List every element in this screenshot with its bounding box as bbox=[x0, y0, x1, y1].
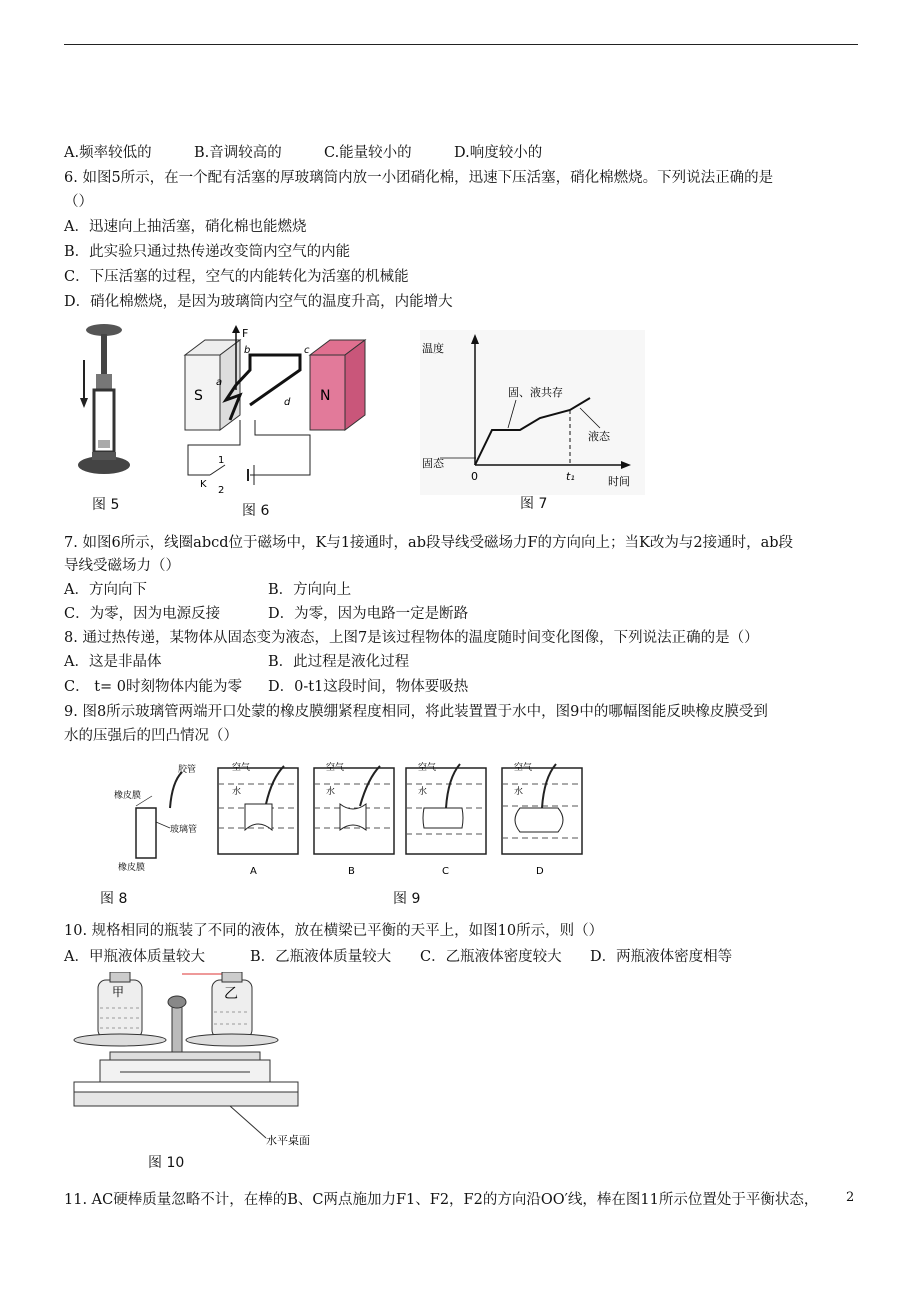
q8-option-d: D．0-t1这段时间，物体要吸热 bbox=[268, 679, 469, 695]
q7-stem-line1: 7. 如图6所示，线圈abcd位于磁场中，K与1接通时，ab段导线受磁场力F的方向向上；当K改为与2接通时，ab段 bbox=[64, 535, 794, 551]
fig6-label-k: K bbox=[200, 479, 207, 490]
fig6-label-b: b bbox=[244, 345, 251, 356]
fig8-label-film-top: 橡皮膜 bbox=[114, 791, 142, 801]
q5-option-b: B.音调较高的 bbox=[194, 145, 282, 161]
q7-options-row2 bbox=[64, 604, 468, 624]
q7-options-row1 bbox=[64, 580, 351, 600]
fig7-liquid-label: 液态 bbox=[588, 430, 610, 443]
fig9-letter-c: C bbox=[442, 866, 449, 877]
fig6-label-f: F bbox=[242, 327, 249, 340]
fig7-origin: 0 bbox=[471, 470, 478, 483]
fig10-label-yi: 乙 bbox=[224, 986, 238, 1002]
fig9-letter-d: D bbox=[536, 866, 544, 877]
fig6-label-d: d bbox=[284, 397, 291, 408]
fig9-water-b: 水 bbox=[326, 787, 336, 797]
bottle-jia bbox=[98, 972, 142, 1038]
q8-option-c: C． t= 0时刻物体内能为零 bbox=[64, 679, 243, 695]
q6-stem-line1: 6. 如图5所示，在一个配有活塞的厚玻璃筒内放一小团硝化棉，迅速下压活塞，硝化棉燃烧。下列说法正确的是 bbox=[64, 170, 774, 186]
fig10-label-desk: 水平桌面 bbox=[266, 1134, 310, 1147]
fig10-label-jia: 甲 bbox=[112, 985, 125, 999]
bottle-yi bbox=[212, 972, 252, 1038]
fig9-letter-a: A bbox=[250, 866, 257, 877]
header-rule bbox=[64, 44, 858, 45]
fig7-x-label: 时间 bbox=[608, 475, 630, 488]
fig9-air-b: 空气 bbox=[326, 763, 345, 773]
q5-option-d: D.响度较小的 bbox=[454, 145, 543, 161]
q6-stem-line2: （） bbox=[64, 194, 93, 210]
fig9-panel-b bbox=[314, 761, 394, 877]
q7-option-a: A．方向向下 bbox=[64, 582, 147, 598]
figure-6-caption: 图 6 bbox=[242, 503, 270, 519]
q8-option-a: A．这是非晶体 bbox=[64, 654, 162, 670]
fig9-air-d: 空气 bbox=[514, 763, 533, 773]
figure-7-graph bbox=[420, 330, 645, 495]
figure-6-coil bbox=[180, 325, 375, 495]
fig6-label-one: 1 bbox=[218, 455, 225, 466]
q5-option-a: A.频率较低的 bbox=[64, 145, 152, 161]
figure-5-caption: 图 5 bbox=[92, 497, 120, 513]
q6-option-c: C．下压活塞的过程，空气的内能转化为活塞的机械能 bbox=[64, 269, 409, 285]
page-number: 2 bbox=[846, 1190, 855, 1205]
fig9-panel-d bbox=[502, 761, 582, 877]
figure-9-panels bbox=[210, 758, 590, 878]
q5-options bbox=[64, 143, 542, 163]
q10-stem: 10. 规格相同的瓶装了不同的液体，放在横梁已平衡的天平上，如图10所示，则（） bbox=[64, 923, 604, 939]
fig9-water-c: 水 bbox=[418, 787, 428, 797]
fig6-label-a: a bbox=[216, 377, 223, 388]
q5-option-c: C.能量较小的 bbox=[324, 145, 412, 161]
fig6-label-c: c bbox=[304, 345, 310, 356]
q9-stem-line1: 9. 图8所示玻璃管两端开口处蒙的橡皮膜绷紧程度相同，将此装置置于水中，图9中的哪幅图能反映橡皮膜受到 bbox=[64, 704, 768, 720]
q10-option-a: A．甲瓶液体质量较大 bbox=[64, 949, 205, 965]
fig9-water-a: 水 bbox=[232, 787, 242, 797]
q8-options-row1 bbox=[64, 652, 409, 672]
fig6-label-s: S bbox=[194, 388, 203, 404]
q8-stem: 8. 通过热传递，某物体从固态变为液态，上图7是该过程物体的温度随时间变化图像，下列说法正确的是（） bbox=[64, 630, 759, 646]
q6-option-d: D．硝化棉燃烧，是因为玻璃筒内空气的温度升高，内能增大 bbox=[64, 294, 453, 310]
fig6-label-two: 2 bbox=[218, 485, 225, 495]
q10-option-d: D．两瓶液体密度相等 bbox=[590, 949, 733, 965]
figure-7-caption: 图 7 bbox=[520, 496, 548, 512]
q6-option-b: B．此实验只通过热传递改变筒内空气的内能 bbox=[64, 244, 351, 260]
figure-9-caption: 图 9 bbox=[393, 891, 421, 907]
fig9-water-d: 水 bbox=[514, 787, 524, 797]
fig7-t1-label: t₁ bbox=[566, 470, 575, 483]
q7-option-b: B．方向向上 bbox=[268, 582, 352, 598]
q11-stem: 11. AC硬棒质量忽略不计，在棒的B、C两点施加力F1、F2，F2的方向沿OO′线，棒在图11所示位置处于平衡状态， bbox=[64, 1192, 819, 1208]
q10-options bbox=[64, 947, 732, 967]
fig8-label-glass: 玻璃管 bbox=[170, 825, 198, 835]
q10-option-b: B．乙瓶液体质量较大 bbox=[250, 949, 392, 965]
fig6-label-n: N bbox=[320, 388, 331, 404]
q9-stem-line2: 水的压强后的凹凸情况（） bbox=[64, 728, 238, 744]
fig9-panel-a bbox=[218, 761, 298, 877]
fig9-letter-b: B bbox=[348, 866, 355, 877]
q8-options-row2 bbox=[64, 677, 468, 697]
fig9-air-a: 空气 bbox=[232, 763, 251, 773]
q10-option-c: C．乙瓶液体密度较大 bbox=[420, 949, 562, 965]
figure-8-apparatus bbox=[112, 762, 212, 877]
figure-10-balance bbox=[70, 972, 360, 1154]
fig8-label-film-bottom: 橡皮膜 bbox=[118, 863, 146, 873]
fig8-label-tube: 胶管 bbox=[178, 765, 197, 775]
q6-option-a: A．迅速向上抽活塞，硝化棉也能燃烧 bbox=[64, 219, 307, 235]
q8-option-b: B．此过程是液化过程 bbox=[268, 654, 410, 670]
figure-8-caption: 图 8 bbox=[100, 891, 128, 907]
figure-5-piston bbox=[74, 320, 134, 480]
fig7-coexist-label: 固、液共存 bbox=[508, 386, 563, 399]
fig9-panel-c bbox=[406, 761, 486, 877]
q7-stem-line2: 导线受磁场力（） bbox=[64, 558, 180, 574]
q7-option-d: D．为零，因为电路一定是断路 bbox=[268, 606, 469, 622]
figure-10-caption: 图 10 bbox=[148, 1155, 185, 1171]
q7-option-c: C．为零，因为电源反接 bbox=[64, 606, 221, 622]
fig9-air-c: 空气 bbox=[418, 763, 437, 773]
fig7-y-label: 温度 bbox=[422, 342, 444, 355]
fig7-solid-label: 固态 bbox=[422, 457, 444, 470]
